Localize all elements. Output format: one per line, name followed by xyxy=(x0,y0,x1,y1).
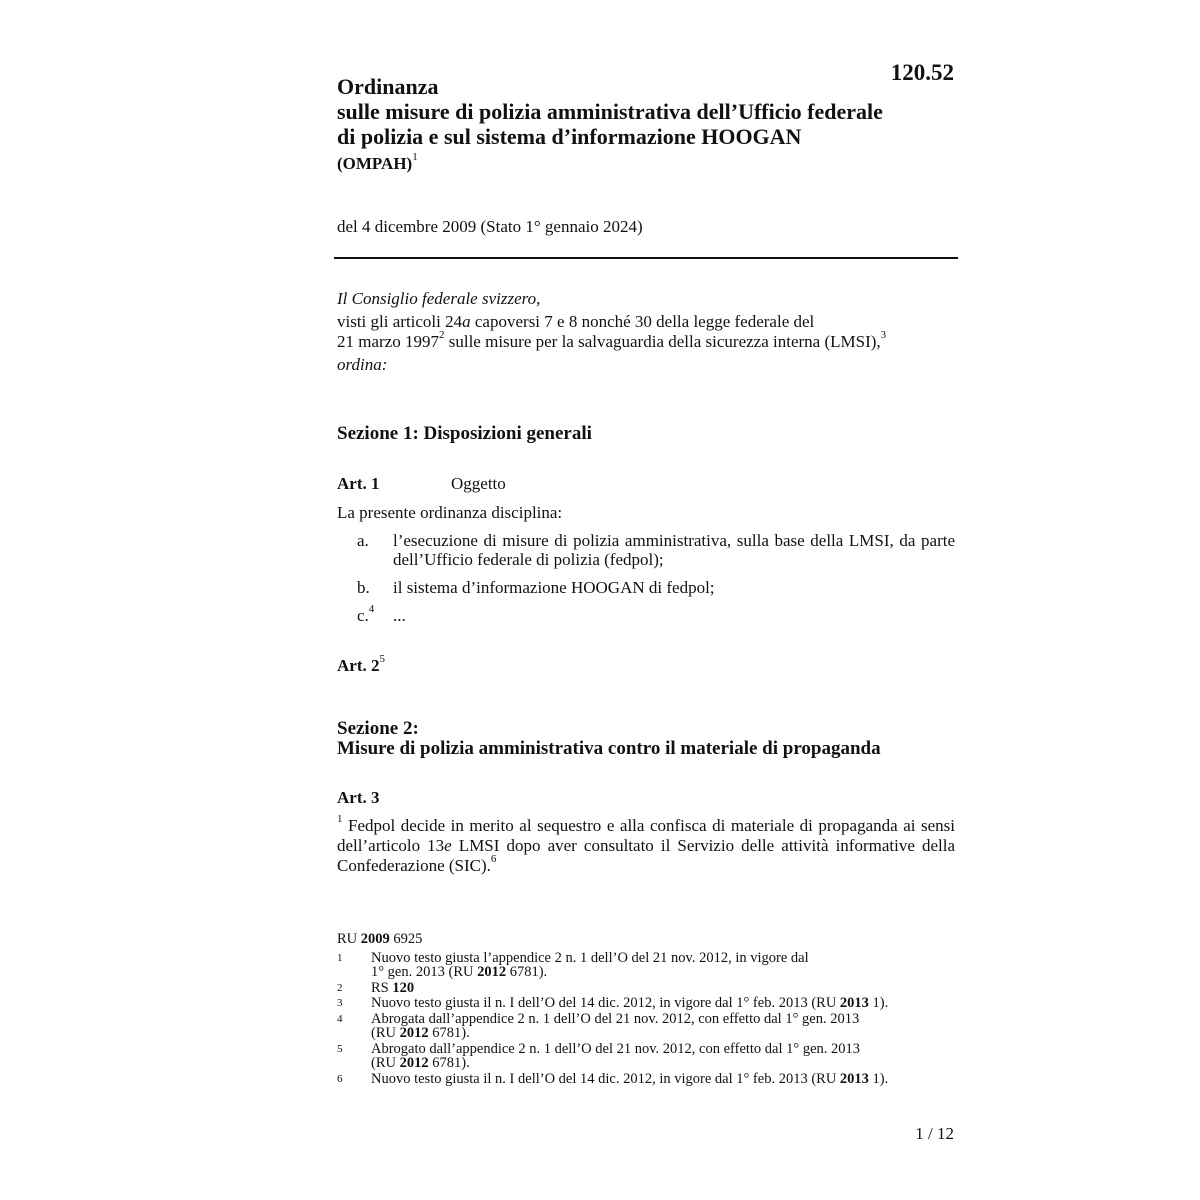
footnote-text-part: Nuovo testo giusta l’appendice 2 n. 1 dell’O del 21 nov. 2012, in vigore dal xyxy=(371,949,809,966)
art-1-heading xyxy=(337,474,506,494)
footnote-text-part: Nuovo testo giusta il n. I dell’O del 14 dic. 2012, in vigore dal 1° feb. 2013 (RU xyxy=(371,995,840,1011)
footnote-number: 5 xyxy=(337,1042,343,1055)
footnote-text-part: Abrogata dall’appendice 2 n. 1 dell’O del 21 nov. 2012, con effetto dal 1° gen. 2013 xyxy=(371,1010,860,1027)
footnote-text xyxy=(371,1012,958,1041)
footnote-number: 4 xyxy=(337,1012,343,1025)
art-2-label: Art. 2 xyxy=(337,656,380,675)
footnote-year: 2013 xyxy=(839,1070,869,1087)
abbreviation-text: (OMPAH) xyxy=(337,154,413,173)
ru-reference xyxy=(337,932,958,947)
footnote-text-part: 6781). xyxy=(428,1055,470,1071)
footnote-number: 2 xyxy=(337,981,343,994)
section-2-title xyxy=(337,719,881,759)
footnote-ref-3[interactable]: 3 xyxy=(880,329,887,341)
list-item-text: l’esecuzione di misure di polizia amministrativa, sulla base della LMSI, da parte dell’Ufficio federale di polizia (fedpol); xyxy=(393,531,955,569)
art-1-intro: La presente ordinanza disciplina: xyxy=(337,503,563,522)
footnote-5 xyxy=(337,1042,958,1071)
footnote-text-part: 6781). xyxy=(506,964,548,980)
art-1-list xyxy=(357,531,955,634)
footnote-text-part: Abrogato dall’appendice 2 n. 1 dell’O del 21 nov. 2012, con effetto dal 1° gen. 2013 xyxy=(371,1040,861,1057)
footnote-ref-5[interactable]: 5 xyxy=(379,653,385,665)
ru-page: 6925 xyxy=(389,931,423,947)
footnote-text xyxy=(371,1042,958,1071)
footnote-number: 6 xyxy=(337,1072,343,1085)
footnote-ref-6[interactable]: 6 xyxy=(490,853,497,865)
footnote-number: 3 xyxy=(337,997,343,1009)
footnote-text-part: (RU xyxy=(371,1055,400,1071)
footnote-text-part: 1° gen. 2013 (RU xyxy=(371,964,478,980)
footnote-ref-4[interactable]: 4 xyxy=(368,603,375,615)
preamble xyxy=(337,289,886,375)
footnote-bold: 120 xyxy=(392,979,415,996)
document-title xyxy=(337,74,883,149)
preamble-authority: Il Consiglio federale svizzero, xyxy=(337,289,541,308)
footnote-text-part: 1). xyxy=(868,1070,889,1087)
footnote-year: 2012 xyxy=(399,1055,429,1071)
footnote-2 xyxy=(337,981,958,996)
art-2-heading xyxy=(337,653,385,676)
footnote-year: 2013 xyxy=(839,995,869,1011)
title-line-2: sulle misure di polizia amministrativa dell’Ufficio federale xyxy=(337,99,883,124)
preamble-ordina: ordina: xyxy=(337,355,388,374)
list-item-label xyxy=(357,603,393,625)
paragraph-italic: e xyxy=(444,836,452,855)
header-rule xyxy=(334,257,958,259)
preamble-text: capoversi 7 e 8 nonché 30 della legge federale del xyxy=(470,312,815,331)
footnote-number: 1 xyxy=(337,951,343,964)
preamble-text: sulle misure per la salvaguardia della sicurezza interna (LMSI), xyxy=(444,332,881,351)
footnote-4 xyxy=(337,1012,958,1041)
footnote-1 xyxy=(337,951,958,980)
footnote-text xyxy=(371,996,958,1011)
art-1-label: Art. 1 xyxy=(337,474,380,493)
footnote-text-part: 6781). xyxy=(428,1025,470,1041)
list-item-text: ... xyxy=(393,606,406,625)
list-item-text: il sistema d’informazione HOOGAN di fedpol; xyxy=(393,578,715,597)
footnotes xyxy=(337,932,958,1086)
art-3-label: Art. 3 xyxy=(337,788,380,807)
title-line-3: di polizia e sul sistema d’informazione HOOGAN xyxy=(337,124,802,149)
footnote-text xyxy=(371,981,958,996)
list-item-letter: c. xyxy=(357,606,369,625)
sr-number: 120.52 xyxy=(890,60,954,85)
footnote-3 xyxy=(337,996,958,1011)
footnote-text-part: RS xyxy=(371,979,393,996)
title-line-1: Ordinanza xyxy=(337,74,439,99)
list-item-label: b. xyxy=(357,578,370,597)
ru-year: 2009 xyxy=(360,931,390,947)
section-2-title-line-1: Sezione 2: xyxy=(337,718,419,739)
paragraph-text: Fedpol decide in merito al sequestro e alla confisca di materiale di propaganda ai sensi dell’articolo 13 xyxy=(337,816,955,855)
document-date: del 4 dicembre 2009 (Stato 1° gennaio 2024) xyxy=(337,217,643,236)
footnote-year: 2012 xyxy=(477,964,507,980)
footnote-text-part: Nuovo testo giusta il n. I dell’O del 14 dic. 2012, in vigore dal 1° feb. 2013 (RU xyxy=(371,1070,840,1087)
preamble-text: 21 marzo 1997 xyxy=(337,332,439,351)
page-number: 1 / 12 xyxy=(915,1124,954,1143)
ru-prefix: RU xyxy=(337,931,361,947)
list-item xyxy=(357,578,955,597)
abbreviation xyxy=(337,151,418,174)
preamble-line-2 xyxy=(337,329,887,352)
document-page xyxy=(337,0,958,1200)
art-3-paragraph-1 xyxy=(337,813,956,876)
footnote-6 xyxy=(337,1072,958,1087)
footnote-ref-2[interactable]: 2 xyxy=(438,329,445,341)
paragraph-number: 1 xyxy=(337,813,343,825)
list-item-label: a. xyxy=(357,531,369,550)
footnote-ref-1[interactable]: 1 xyxy=(412,151,418,163)
paragraph-text: LMSI dopo aver consultato il Servizio delle attività informative della Confederazione (SIC). xyxy=(337,836,956,875)
list-item xyxy=(357,603,955,625)
section-2-title-line-2: Misure di polizia amministrativa contro il materiale di propaganda xyxy=(337,738,881,759)
preamble-text: visti gli articoli 24 xyxy=(337,312,463,331)
preamble-line-1 xyxy=(337,312,886,332)
preamble-italic: a xyxy=(462,312,471,331)
footnote-text-part: (RU xyxy=(371,1025,400,1041)
footnote-text xyxy=(371,951,958,980)
section-1-title: Sezione 1: Disposizioni generali xyxy=(337,423,592,444)
footnote-text xyxy=(371,1072,958,1087)
footnote-text-part: 1). xyxy=(868,995,889,1011)
art-1-subject: Oggetto xyxy=(451,474,506,493)
list-item xyxy=(357,531,955,569)
footnote-year: 2012 xyxy=(399,1025,429,1041)
